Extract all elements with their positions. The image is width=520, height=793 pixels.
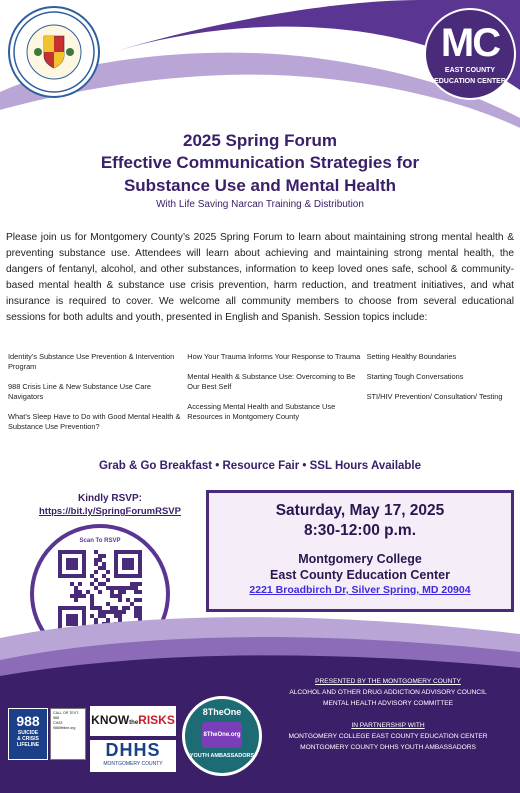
dhhs-sub: MONTGOMERY COUNTY (103, 761, 163, 767)
topic-item: Mental Health & Substance Use: Overcoming to Be Our Best Self (187, 372, 356, 391)
presented-line-1: ALCOHOL AND OTHER DRUG ADDICTION ADVISORY COUNCIL (289, 689, 487, 696)
event-details-box (206, 490, 514, 612)
rsvp-block (20, 492, 200, 518)
mc-logo-line2: EDUCATION CENTER (434, 78, 506, 85)
mc-logo-letters: MC (440, 21, 500, 65)
rsvp-link[interactable]: https://bit.ly/SpringForumRSVP (39, 506, 181, 517)
partner-line-1: MONTGOMERY COLLEGE EAST COUNTY EDUCATION CENTER (288, 733, 488, 740)
topic-item: Setting Healthy Boundaries (366, 352, 457, 361)
topic-item: Starting Tough Conversations (366, 372, 464, 381)
qr-scan-label: Scan To RSVP (79, 538, 121, 544)
event-time: 8:30-12:00 p.m. (304, 522, 416, 539)
topics-column-3 (367, 352, 516, 442)
988-sub-3: LIFELINE (16, 742, 40, 748)
988-sub-1: SUICIDE (17, 730, 39, 736)
event-venue-line2: East County Education Center (270, 568, 450, 582)
forum-title: 2025 Spring Forum (183, 131, 337, 150)
title-block (0, 130, 520, 212)
topics-column-2 (187, 352, 366, 442)
topic-item: How Your Trauma Informs Your Response to Trauma (187, 352, 361, 361)
session-topics (8, 352, 516, 442)
montgomery-county-seal (8, 6, 100, 98)
988-sub-2: & CRISIS (17, 736, 39, 742)
event-venue-line1: Montgomery College (298, 552, 422, 566)
topic-item: STI/HIV Prevention/ Consultation/ Testing (366, 392, 503, 401)
988-lifeline-logo (8, 708, 48, 760)
topic-item: What’s Sleep Have to Do with Good Mental Health & Substance Use Prevention? (8, 412, 181, 431)
extras-line: Grab & Go Breakfast • Resource Fair • SSL Hours Available (98, 460, 422, 472)
intro-paragraph: Please join us for Montgomery County’s 2025 Spring Forum to learn about maintaining strong mental health & preventing substance use. Attendees will learn about achieving and maintaining strong mental health, the dangers of fentanyl, alcohol, and other substances, information to keep loved ones safe, school & community-based mental health & substance use crisis prevention, harm reduction, and treatment initiatives, and what insurance is required to cover. We welcome all community members to choose from several educational sessions for both adults and youth, presented in English and Spanish. Session topics include: (6, 232, 514, 323)
the-text: the (129, 720, 139, 726)
forum-subtitle: With Life Saving Narcan Training & Distribution (156, 199, 364, 210)
partnership-heading: IN PARTNERSHIP WITH (351, 722, 425, 729)
event-date: Saturday, May 17, 2025 (275, 502, 445, 519)
presented-by-block (260, 676, 516, 753)
topic-item: 988 Crisis Line & New Substance Use Care Navigators (8, 382, 151, 401)
header-banner (0, 0, 520, 130)
know-text: KNOW (91, 713, 130, 727)
youth-ambassadors-logo (182, 696, 262, 776)
988-call-card (50, 708, 86, 760)
presented-line-2: MENTAL HEALTH ADVISORY COMMITTEE (322, 700, 454, 707)
yaa-bottom: YOUTH AMBASSADORS (189, 753, 255, 759)
call-text: CALL OR TEXT: 988 (53, 711, 79, 720)
presented-heading: PRESENTED BY THE MONTGOMERY COUNTY (315, 678, 461, 685)
rsvp-label: Kindly RSVP: (78, 493, 142, 504)
topics-column-1 (8, 352, 187, 442)
risks-text: RISKS (138, 713, 175, 727)
chat-text: CHAT: 988lifeline.org (53, 721, 76, 730)
forum-headline-2: Substance Use and Mental Health (123, 176, 397, 195)
yaa-top: 8TheOne (202, 707, 242, 717)
seal-emblem-icon (10, 8, 98, 96)
partner-line-2: MONTGOMERY COUNTY DHHS YOUTH AMBASSADORS (300, 744, 476, 751)
forum-headline-1: Effective Communication Strategies for (100, 153, 420, 172)
event-address-link[interactable]: 2221 Broadbirch Dr, Silver Spring, MD 20904 (249, 584, 471, 596)
east-county-education-center-logo (424, 8, 516, 100)
topic-item: Identity’s Substance Use Prevention & Intervention Program (8, 352, 175, 371)
dhhs-letters: DHHS (105, 740, 161, 760)
dhhs-logo (90, 740, 176, 772)
yaa-badge: 8TheOne.org (202, 722, 242, 748)
mc-logo-line1: EAST COUNTY (444, 67, 496, 74)
topic-item: Accessing Mental Health and Substance Use Resources in Montgomery County (187, 402, 336, 421)
988-number: 988 (16, 713, 40, 729)
know-the-risks-logo (90, 706, 176, 736)
